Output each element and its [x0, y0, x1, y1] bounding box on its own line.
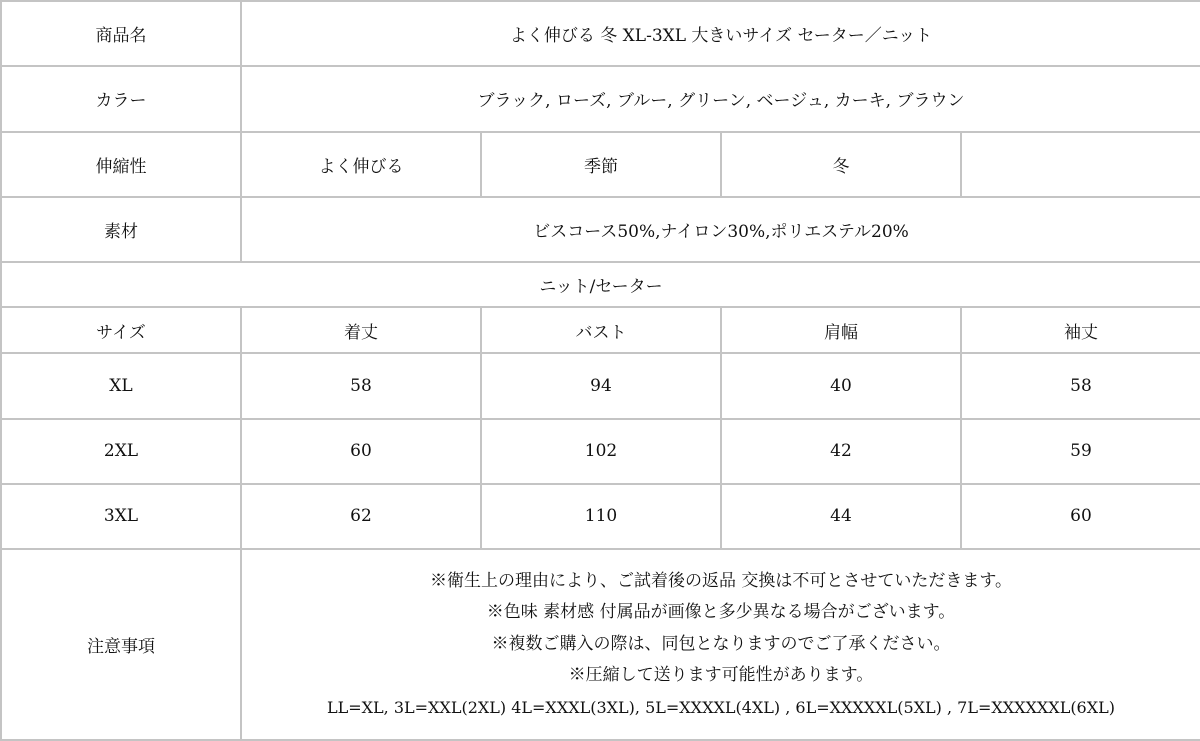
- header-bust: バスト: [481, 307, 721, 353]
- shoulder-cell: 42: [721, 419, 961, 484]
- header-length: 着丈: [241, 307, 481, 353]
- note-line: ※複数ご購入の際は、同包となりますのでご了承ください。: [491, 633, 951, 654]
- stretch-value: よく伸びる: [241, 132, 481, 197]
- season-label: 季節: [481, 132, 721, 197]
- stretch-label: 伸縮性: [1, 132, 241, 197]
- material-label: 素材: [1, 197, 241, 262]
- notes-label: 注意事項: [1, 549, 241, 740]
- size-equivalence-note: LL=XL, 3L=XXL(2XL) 4L=XXXL(3XL), 5L=XXXXL(4XL) , 6L=XXXXXL(5XL) , 7L=XXXXXXL(6XL): [326, 697, 1115, 717]
- shoulder-cell: 44: [721, 484, 961, 549]
- sleeve-cell: 60: [961, 484, 1200, 549]
- size-cell: 3XL: [1, 484, 241, 549]
- notes-content: [241, 549, 1200, 740]
- length-cell: 62: [241, 484, 481, 549]
- note-line: ※衛生上の理由により、ご試着後の返品 交換は不可とさせていただきます。: [429, 570, 1013, 591]
- note-line: ※圧縮して送ります可能性があります。: [568, 665, 874, 686]
- note-line: ※色味 素材感 付属品が画像と多少異なる場合がございます。: [486, 602, 956, 623]
- color-value: ブラック, ローズ, ブルー, グリーン, ベージュ, カーキ, ブラウン: [241, 66, 1200, 131]
- bust-cell: 102: [481, 419, 721, 484]
- size-header-row: [1, 307, 1200, 353]
- stretch-season-row: [1, 132, 1200, 197]
- header-sleeve: 袖丈: [961, 307, 1200, 353]
- size-section-title: ニット/セーター: [1, 262, 1200, 307]
- product-name-row: [1, 1, 1200, 66]
- length-cell: 58: [241, 353, 481, 418]
- product-name-value: よく伸びる 冬 XL-3XL 大きいサイズ セーター／ニット: [241, 1, 1200, 66]
- notes-row: [1, 549, 1200, 740]
- header-shoulder: 肩幅: [721, 307, 961, 353]
- table-row: [1, 419, 1200, 484]
- size-cell: XL: [1, 353, 241, 418]
- empty-cell: [961, 132, 1200, 197]
- table-row: [1, 353, 1200, 418]
- sleeve-cell: 59: [961, 419, 1200, 484]
- color-label: カラー: [1, 66, 241, 131]
- header-size: サイズ: [1, 307, 241, 353]
- size-section-row: [1, 262, 1200, 307]
- size-cell: 2XL: [1, 419, 241, 484]
- material-row: [1, 197, 1200, 262]
- shoulder-cell: 40: [721, 353, 961, 418]
- product-name-label: 商品名: [1, 1, 241, 66]
- table-row: [1, 484, 1200, 549]
- sleeve-cell: 58: [961, 353, 1200, 418]
- season-value: 冬: [721, 132, 961, 197]
- length-cell: 60: [241, 419, 481, 484]
- color-row: [1, 66, 1200, 131]
- bust-cell: 110: [481, 484, 721, 549]
- material-value: ビスコース50%,ナイロン30%,ポリエステル20%: [241, 197, 1200, 262]
- bust-cell: 94: [481, 353, 721, 418]
